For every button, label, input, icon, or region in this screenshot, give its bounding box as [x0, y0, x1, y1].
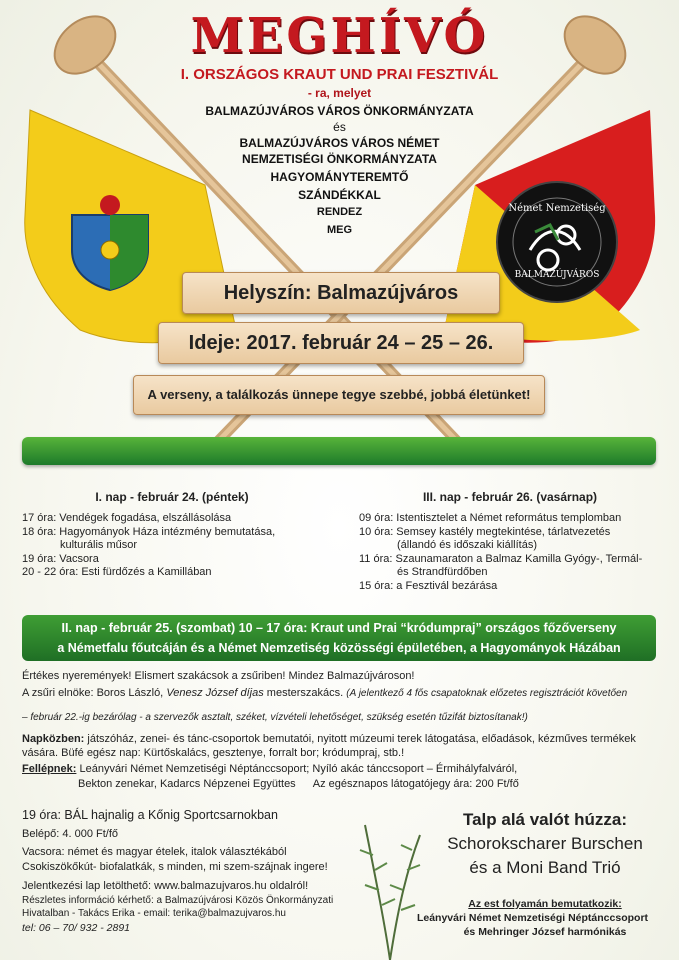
venue-plaque: Helyszín: Balmazújváros	[182, 272, 500, 314]
org-line: RENDEZ	[316, 206, 363, 218]
org-line: és	[333, 120, 346, 134]
music-line-3: és a Moni Band Trió	[469, 858, 621, 877]
motto-plaque: A verseny, a találkozás ünnepe tegye szebbé, jobbá életünket!	[133, 375, 545, 415]
schedule-item: és Strandfürdőben	[397, 566, 488, 578]
emblem-top-text: Német Nemzetiség	[508, 203, 606, 214]
info-line-2: Hivatalban - Takács Erika - email: terika@balmazujvaros.hu	[22, 908, 286, 919]
schedule-item: 11 óra: Szaunamaraton a Balmaz Kamilla Gyógy-, Termál-	[359, 552, 643, 565]
schedule-item: 15 óra: a Fesztivál bezárása	[359, 579, 498, 592]
info-line-1: Részletes információ kérhető: a Balmazújvárosi Közös Önkormányzati	[22, 895, 334, 906]
festival-subtitle: I. ORSZÁGOS KRAUT UND PRAI FESZTIVÁL	[180, 66, 499, 83]
schedule-item: 18 óra: Hagyományok Háza intézmény bemutatása,	[22, 525, 276, 538]
music-line-1: Talp alá valót húzza:	[462, 810, 628, 829]
day2-line2: a Németfalu főutcáján és a Német Nemzetiség közösségi épületében, a Hagyományok Házában	[57, 641, 621, 655]
evening-label: Az est folyamán bemutatkozik:	[468, 898, 622, 910]
page-title: MEGHÍVÓ	[190, 8, 489, 64]
evening-line-1: Leányvári Német Nemzetiségi Néptánccsoport	[416, 912, 649, 924]
download-line[interactable]: Jelentkezési lap letölthető: www.balmazujvaros.hu oldalról!	[22, 880, 309, 892]
jury-line: A zsűri elnöke: Boros László, Venesz József díjas mesterszakács. (A jelentkező 4 fős csapatoknak előzetes regisztrációt követően	[22, 687, 628, 699]
day1-heading: I. nap - február 24. (péntek)	[95, 490, 249, 504]
org-line: SZÁNDÉKKAL	[298, 188, 381, 202]
music-line-2: Schorokscharer Burschen	[447, 834, 643, 853]
ball-title: 19 óra: BÁL hajnalig a Kőnig Sportcsarnokban	[22, 808, 278, 822]
day3-schedule	[359, 512, 659, 593]
prizes-text: Értékes nyeremények! Elismert szakácsok a zsűriben! Mindez Balmazújvároson!	[22, 670, 415, 682]
napkozben-line: Napközben: játszóház, zenei- és tánc-csoportok bemutatói, nyitott múzeumi terek látogatása, előadások, kézműves termékek	[22, 733, 636, 745]
phone-line: tel: 06 – 70/ 932 - 2891	[22, 922, 130, 934]
dinner-line-1: Vacsora: német és magyar ételek, italok választékából	[22, 846, 287, 858]
evening-line-2: és Mehringer József harmónikás	[463, 926, 627, 938]
green-divider-bar	[22, 437, 656, 465]
schedule-item: 20 - 22 óra: Esti fürdőzés a Kamillában	[22, 566, 212, 578]
day1-schedule	[22, 512, 332, 580]
day2-banner	[22, 615, 656, 661]
org-line: BALMAZÚJVÁROS VÁROS ÖNKORMÁNYZATA	[205, 104, 474, 118]
org-line: MEG	[326, 224, 353, 236]
org-line: BALMAZÚJVÁROS VÁROS NÉMET	[239, 136, 440, 150]
ra-melyet-text: - ra, melyet	[307, 86, 372, 100]
schedule-item: 09 óra: Istentisztelet a Német református templomban	[359, 512, 622, 524]
date-plaque: Ideje: 2017. február 24 – 25 – 26.	[158, 322, 524, 364]
org-line: HAGYOMÁNYTEREMTŐ	[270, 170, 409, 184]
schedule-item: 19 óra: Vacsora	[22, 552, 99, 565]
day2-line1: II. nap - február 25. (szombat) 10 – 17 óra: Kraut und Prai “kródumpraj” országos főzőverseny	[61, 621, 617, 635]
dinner-line-2: Csokiszökőkút- biofalatkák, s minden, mi szem-szájnak ingere!	[22, 861, 328, 873]
schedule-item: (állandó és időszaki kiállítás)	[397, 539, 538, 551]
schedule-item: kulturális műsor	[60, 539, 138, 551]
napkozben-line-2: vására. Büfé egész nap: Kürtőskalács, gesztenye, forralt bor; kródumpraj, stb.!	[22, 747, 405, 759]
jury-note-2: – február 22.-ig bezárólag - a szervezők asztalt, széket, vízvételi lehetőséget, szükség esetén tűzifát biztosítanak!)	[22, 712, 528, 723]
emblem-bottom-text: BALMAZÚJVÁROS	[514, 270, 600, 280]
org-line: NEMZETISÉGI ÖNKORMÁNYZATA	[242, 152, 437, 166]
schedule-item: 17 óra: Vendégek fogadása, elszállásolása	[22, 512, 232, 524]
fellepnek-line: Fellépnek: Leányvári Német Nemzetiségi Néptánccsoport; Nyíló akác tánccsoport – Érmihályfalváról,	[22, 763, 518, 775]
fellepnek-line-2: Bekton zenekar, Kadarcs Népzenei Együttes Az egésznapos látogatójegy ára: 200 Ft/fő	[78, 778, 519, 790]
ball-fee: Belépő: 4. 000 Ft/fő	[22, 828, 119, 840]
day3-heading: III. nap - február 26. (vasárnap)	[422, 490, 598, 504]
schedule-item: 10 óra: Semsey kastély megtekintése, tárlatvezetés	[359, 525, 611, 538]
